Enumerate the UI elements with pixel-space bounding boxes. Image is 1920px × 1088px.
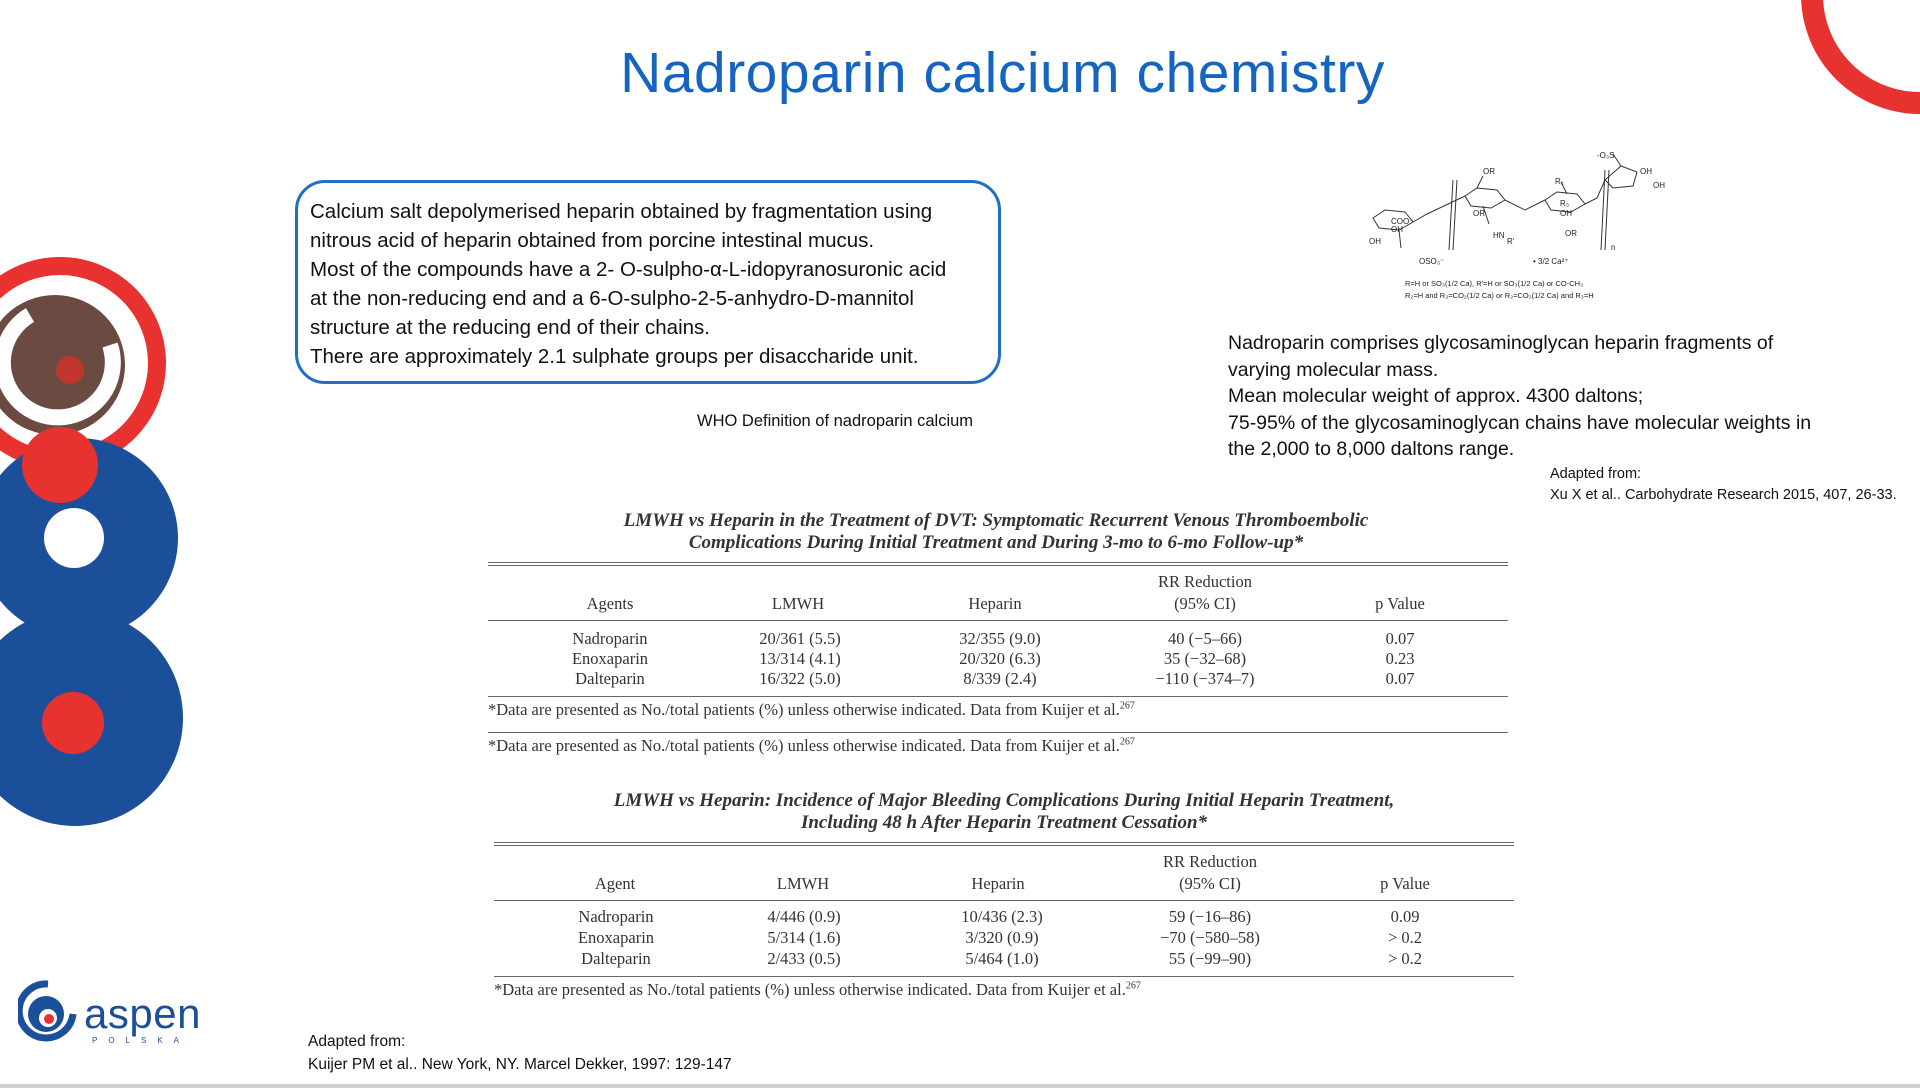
label-oso3: OSO₃⁻ (1419, 257, 1445, 266)
table1-cell: 8/339 (2.4) (963, 669, 1037, 688)
table1-cell: −110 (−374–7) (1155, 669, 1255, 688)
table2-cell: 5/314 (1.6) (767, 928, 841, 947)
description-adapted-label: Adapted from: (1550, 466, 1642, 482)
table2-title-line-2: Including 48 h After Heparin Treatment Cessation* (800, 812, 1208, 833)
label-or-1: OR (1483, 167, 1495, 176)
label-so3-top: -O₃S (1597, 151, 1615, 160)
definition-line: structure at the reducing end of their chains. (310, 316, 710, 339)
description (1228, 330, 1811, 463)
table2-footnote: *Data are presented as No./total patients (%) unless otherwise indicated. Data from Kuijer et al.$^{267}$ (494, 980, 1141, 999)
table2-header-rule (494, 900, 1514, 901)
footer-adapted-label: Adapted from: (308, 1033, 406, 1050)
table2-cell: 59 (−16–86) (1168, 907, 1252, 926)
table2-cell: Enoxaparin (577, 928, 655, 947)
table1-cell: Enoxaparin (571, 649, 649, 668)
description-adapted-ref: Xu X et al.. Carbohydrate Research 2015, 407, 26-33. (1550, 487, 1897, 503)
table2-cell: −70 (−580–58) (1160, 928, 1260, 947)
brand-decoration-left (0, 255, 185, 835)
table2-cell: 55 (−99–90) (1168, 949, 1252, 968)
table2-cell: 0.09 (1390, 907, 1420, 926)
label-r2: R₂ (1555, 177, 1564, 186)
table1-footnote-1: *Data are presented as No./total patients (%) unless otherwise indicated. Data from Kuijer et al.$^{267}$ (488, 700, 1135, 719)
table2-header-pvalue: p Value (1380, 874, 1430, 893)
table1-cell: 20/361 (5.5) (759, 629, 841, 648)
table1-header-rule (488, 620, 1508, 621)
table1-top-rule (488, 562, 1508, 566)
definition-line: Most of the compounds have a 2- O-sulpho-α-L-idopyranosuronic acid (310, 258, 947, 281)
label-oh-5: OH (1369, 237, 1381, 246)
table2-header-heparin: Heparin (971, 874, 1025, 893)
label-oh-1: OH (1640, 167, 1652, 176)
table2-top-rule (494, 842, 1514, 846)
label-oh-2: OH (1653, 181, 1665, 190)
table2-cell: > 0.2 (1387, 949, 1423, 968)
table1-cell: Nadroparin (572, 629, 648, 648)
table1-cell: 13/314 (4.1) (759, 649, 841, 668)
description-line: 75-95% of the glycosaminoglycan chains have molecular weights in (1228, 411, 1812, 434)
table2-title (494, 790, 1514, 834)
table1-footnote-2: *Data are presented as No./total patients (%) unless otherwise indicated. Data from Kuijer et al.$^{267}$ (488, 736, 1135, 755)
chemical-structure-diagram (1365, 140, 1695, 310)
table2-cell: 4/446 (0.9) (767, 907, 841, 926)
table1-cell: 16/322 (5.0) (759, 669, 841, 688)
table1-footnote-rule (488, 732, 1508, 733)
definition-line: There are approximately 2.1 sulphate groups per disaccharide unit. (310, 345, 919, 368)
table2-header-agent: Agent (594, 874, 636, 893)
table1-cell: 0.23 (1385, 649, 1415, 668)
table2-cell: 3/320 (0.9) (965, 928, 1039, 947)
table1-header-pvalue: p Value (1375, 594, 1425, 613)
bottom-border (0, 1084, 1920, 1088)
label-calcium: • 3/2 Ca²⁺ (1533, 257, 1569, 266)
table2-header-rr: RR Reduction (1163, 852, 1257, 871)
definition-line: Calcium salt depolymerised heparin obtained by fragmentation using (310, 200, 933, 223)
definition-line: nitrous acid of heparin obtained from porcine intestinal mucus. (310, 229, 875, 252)
label-r3: R₃ (1560, 199, 1570, 208)
table1-header-rr: RR Reduction (1158, 572, 1252, 591)
label-or-3: OR (1565, 229, 1577, 238)
table2-header-ci: (95% CI) (1179, 874, 1241, 893)
table1-cell: 0.07 (1385, 669, 1415, 688)
structure-legend-line-1: R=H or SO₃(1/2 Ca), R'=H or SO₃(1/2 Ca) or CO-CH₃ (1405, 279, 1584, 288)
table1-cell: 35 (−32–68) (1163, 649, 1247, 668)
table2-header-lmwh: LMWH (776, 874, 830, 893)
aspen-logo-icon (18, 980, 78, 1044)
label-oh-4: OH (1391, 225, 1403, 234)
table1-header-heparin: Heparin (968, 594, 1022, 613)
table1-title (488, 510, 1504, 554)
table1-cell: 0.07 (1385, 629, 1415, 648)
aspen-logo-subtitle: POLSKA (92, 1036, 191, 1045)
table1-cell: 40 (−5–66) (1168, 629, 1242, 648)
label-n: n (1611, 243, 1616, 252)
table2-cell: 10/436 (2.3) (961, 907, 1043, 926)
description-line: the 2,000 to 8,000 daltons range. (1228, 438, 1515, 460)
label-oh-3: OH (1560, 209, 1572, 218)
table2-cell: Dalteparin (581, 949, 651, 968)
table1-cell: 32/355 (9.0) (959, 629, 1041, 648)
table2-title-line-1: LMWH vs Heparin: Incidence of Major Bleeding Complications During Initial Heparin Treatment, (613, 790, 1395, 811)
footer-adapted-from (308, 1030, 732, 1076)
table1-header-ci: (95% CI) (1174, 594, 1236, 613)
table2-cell: 5/464 (1.0) (965, 949, 1039, 968)
table1-header-agents: Agents (586, 594, 634, 613)
table1-bottom-rule (488, 696, 1508, 697)
aspen-logo-text: aspen (84, 990, 201, 1037)
table2-bottom-rule (494, 976, 1514, 977)
footer-adapted-ref: Kuijer PM et al.. New York, NY. Marcel Dekker, 1997: 129-147 (308, 1056, 732, 1073)
table1-header-lmwh: LMWH (771, 594, 825, 613)
label-rprime: R' (1507, 237, 1515, 246)
structure-legend-line-2: R₂=H and R₃=CO₂(1/2 Ca) or R₂=CO₂(1/2 Ca) and R₃=H (1405, 291, 1594, 300)
label-or-2: OR (1473, 209, 1485, 218)
table1-cell: 20/320 (6.3) (959, 649, 1041, 668)
table1-title-line-1: LMWH vs Heparin in the Treatment of DVT: Symptomatic Recurrent Venous Thromboembolic (623, 510, 1369, 531)
description-line: varying molecular mass. (1228, 358, 1439, 381)
definition-line: at the non-reducing end and a 6-O-sulpho-2-5-anhydro-D-mannitol (310, 287, 914, 310)
table1-cell: Dalteparin (575, 669, 645, 688)
table1-title-line-2: Complications During Initial Treatment and During 3-mo to 6-mo Follow-up* (688, 532, 1304, 553)
table2-cell: 2/433 (0.5) (767, 949, 841, 968)
slide-title: Nadroparin calcium chemistry (620, 41, 1385, 105)
description-line: Nadroparin comprises glycosaminoglycan heparin fragments of (1228, 332, 1774, 354)
description-line: Mean molecular weight of approx. 4300 daltons; (1228, 385, 1644, 407)
table2-cell: Nadroparin (578, 907, 654, 926)
definition-box (295, 180, 1001, 384)
label-hn: HN (1493, 231, 1505, 240)
label-coo: COO⁻ (1391, 217, 1414, 226)
table2-cell: > 0.2 (1387, 928, 1423, 947)
definition-caption: WHO Definition of nadroparin calcium (697, 412, 974, 430)
